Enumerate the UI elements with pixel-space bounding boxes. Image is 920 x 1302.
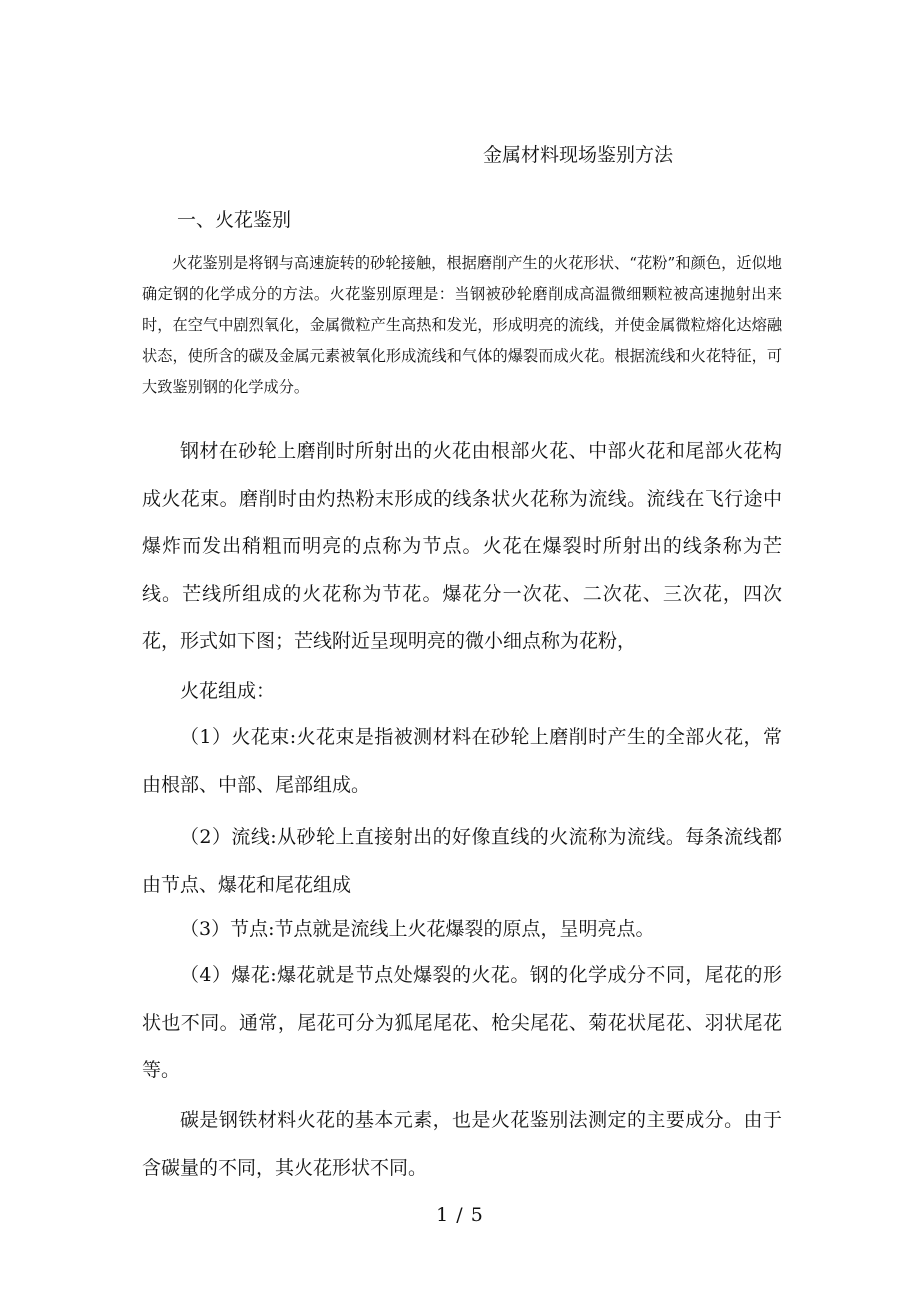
- composition-heading: 火花组成：: [180, 680, 276, 702]
- list-item-spark-bundle: （1）火花束:火花束是指被测材料在砂轮上磨削时产生的全部火花，常由根部、中部、尾部组成。: [142, 726, 782, 796]
- list-item-node: （3）节点:节点就是流线上火花爆裂的原点，呈明亮点。: [180, 918, 655, 940]
- section-heading: 一、火花鉴别: [177, 209, 292, 231]
- carbon-paragraph: 碳是钢铁材料火花的基本元素，也是火花鉴别法测定的主要成分。由于含碳量的不同，其火花形状不同。: [142, 1109, 782, 1179]
- intro-paragraph: 火花鉴别是将钢与高速旋转的砂轮接触，根据磨削产生的火花形状、“花粉”和颜色，近似地确定钢的化学成分的方法。火花鉴别原理是：当钢被砂轮磨削成高温微细颗粒被高速抛射出来时，在空气中剧烈氧化，金属微粒产生高热和发光，形成明亮的流线，并使金属微粒熔化达熔融状态，使所含的碳及金属元素被氧化形成流线和气体的爆裂而成火花。根据流线和火花特征，可大致鉴别钢的化学成分。: [142, 254, 782, 396]
- spark-structure-paragraph: 钢材在砂轮上磨削时所射出的火花由根部火花、中部火花和尾部火花构成火花束。磨削时由灼热粉末形成的线条状火花称为流线。流线在飞行途中爆炸而发出稍粗而明亮的点称为节点。火花在爆裂时所射出的线条称为芒线。芒线所组成的火花称为节花。爆花分一次花、二次花、三次花，四次花，形式如下图；芒线附近呈现明亮的微小细点称为花粉，: [142, 440, 782, 652]
- page-number: 1 / 5: [436, 1204, 484, 1226]
- document-title: 金属材料现场鉴别方法: [483, 144, 674, 166]
- list-item-streamline: （2）流线:从砂轮上直接射出的好像直线的火流称为流线。每条流线都由节点、爆花和尾花组成: [142, 826, 782, 896]
- list-item-burst: （4）爆花:爆花就是节点处爆裂的火花。钢的化学成分不同，尾花的形状也不同。通常，尾花可分为狐尾尾花、枪尖尾花、菊花状尾花、羽状尾花等。: [142, 964, 782, 1081]
